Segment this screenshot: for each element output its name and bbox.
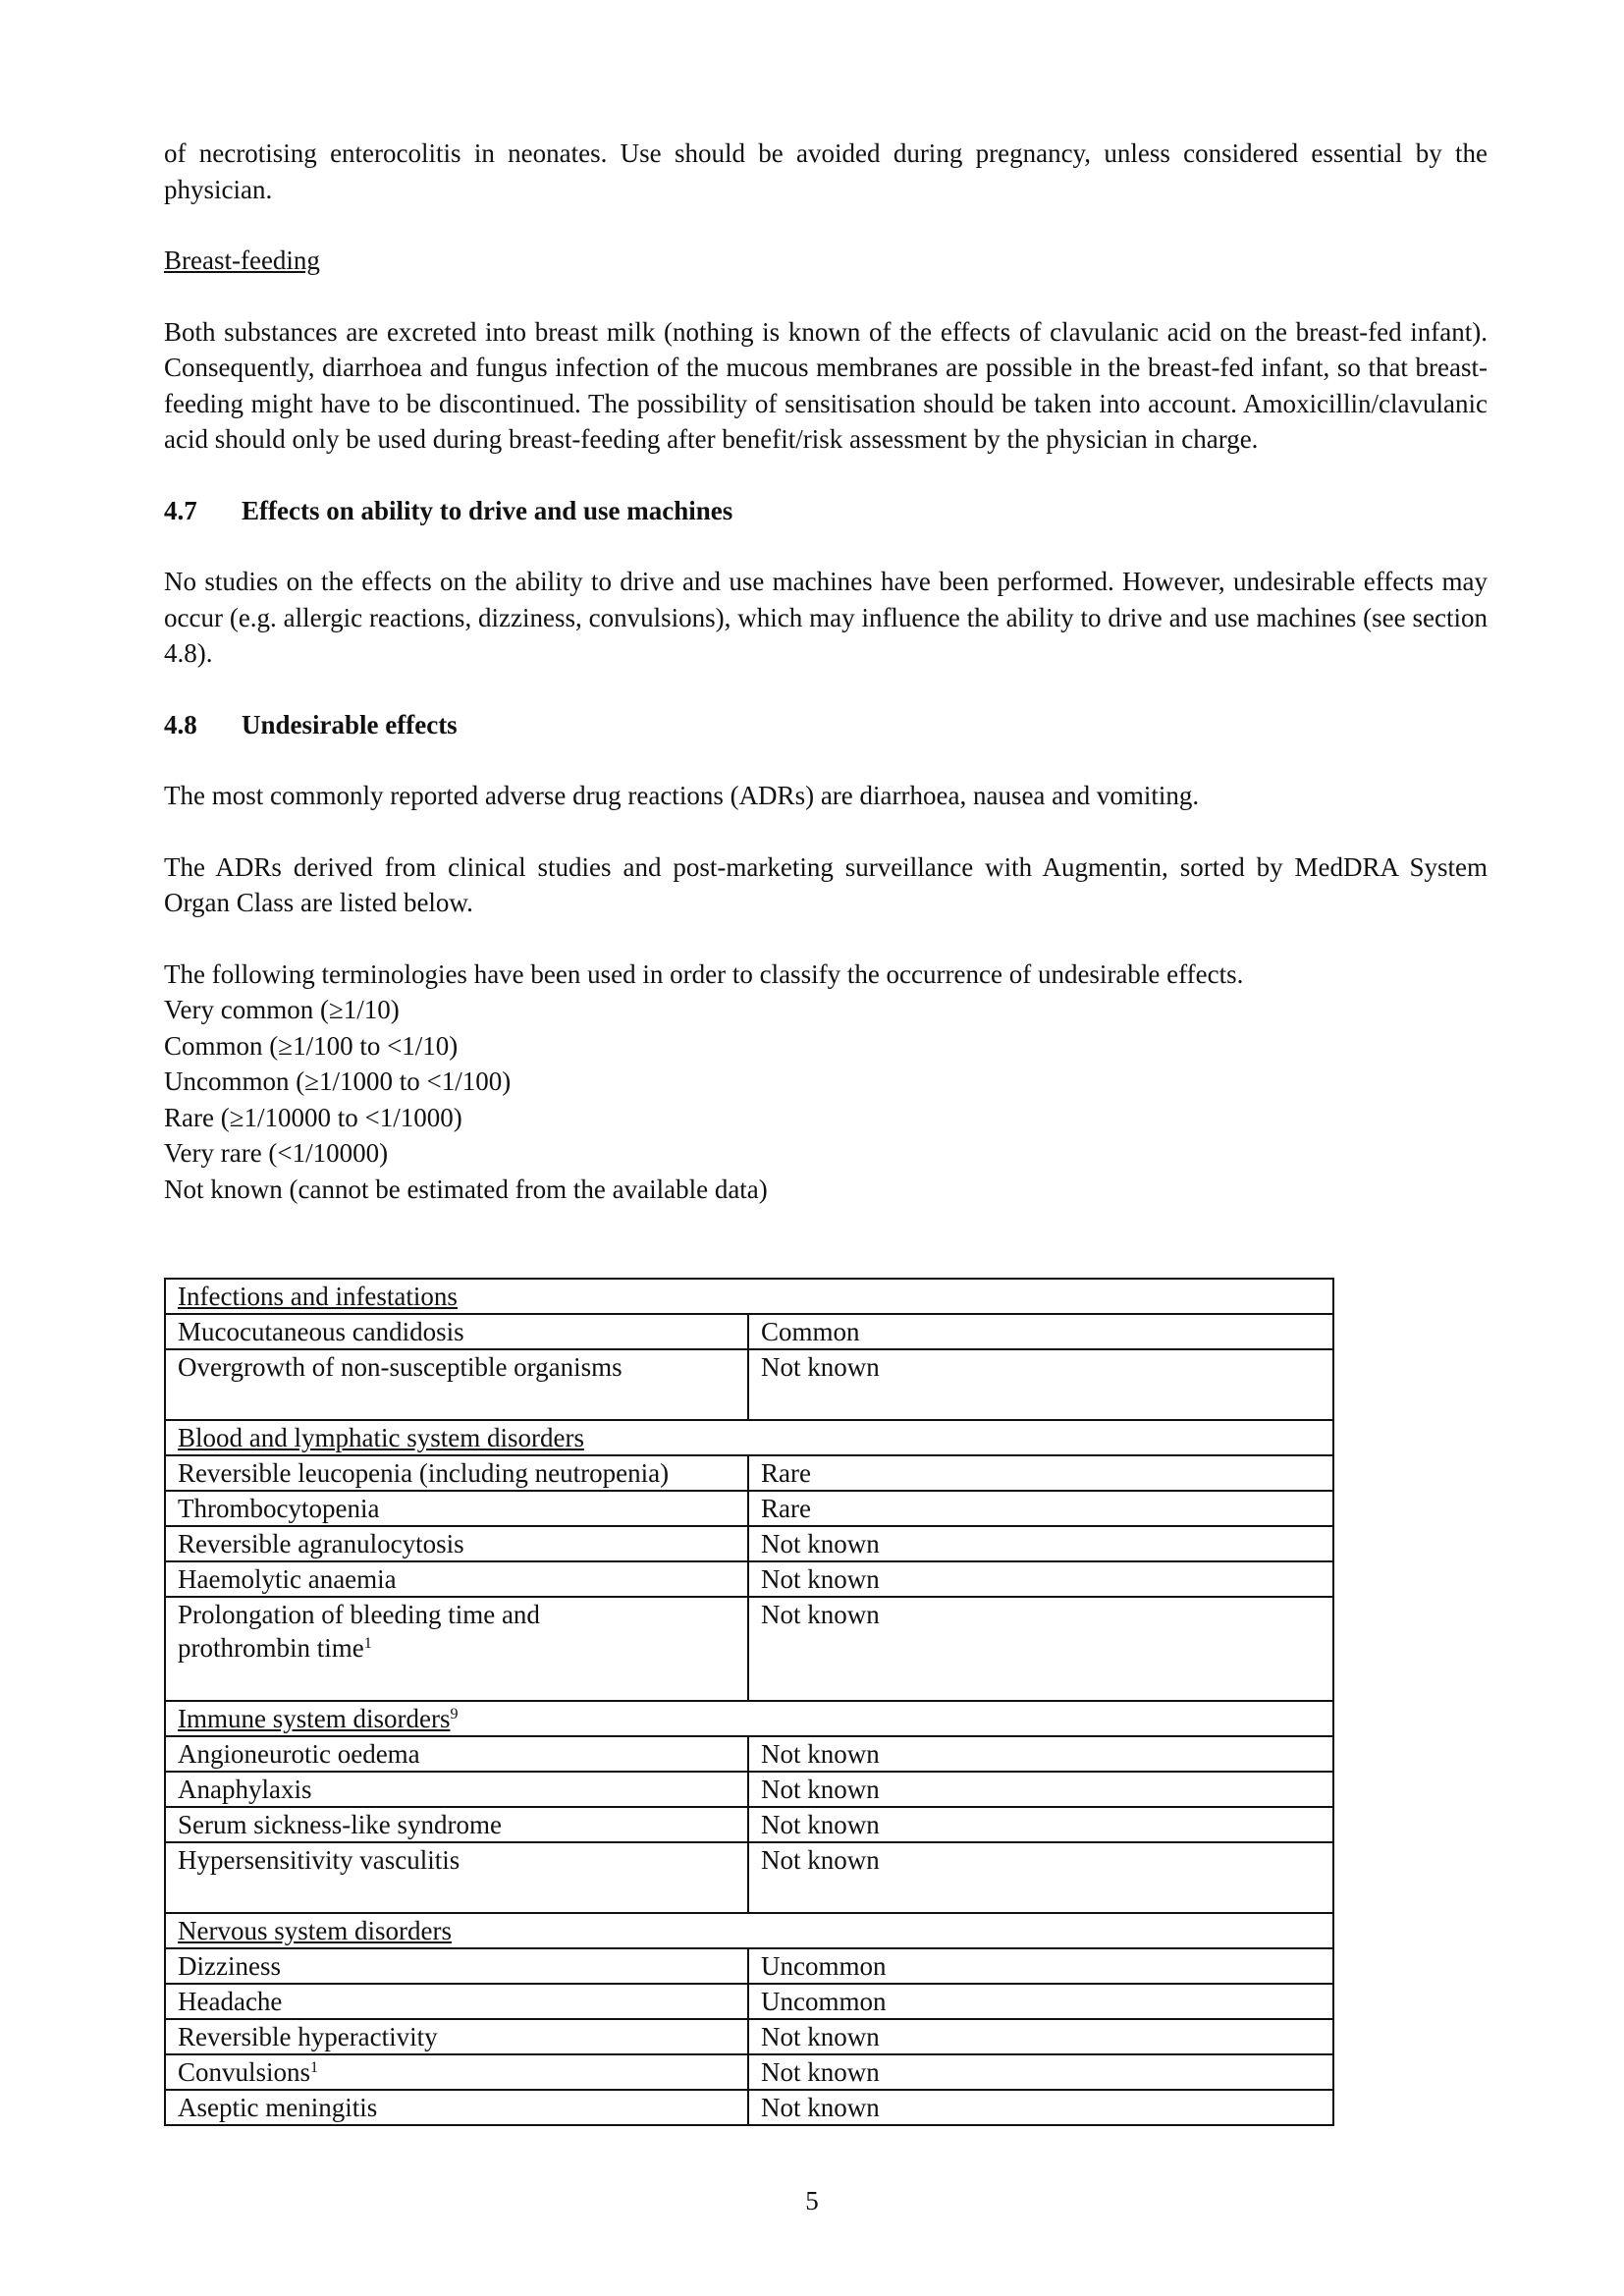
frequency-cell: Uncommon xyxy=(748,1948,1333,1984)
table-row xyxy=(165,1701,1333,1736)
footnote-marker: 9 xyxy=(450,1706,459,1722)
section-4-7-number: 4.7 xyxy=(164,495,197,525)
effect-cell: Thrombocytopenia xyxy=(165,1491,748,1526)
section-4-8-number: 4.8 xyxy=(164,709,197,739)
frequency-cell: Rare xyxy=(748,1491,1333,1526)
effect-cell: Reversible hyperactivity xyxy=(165,2019,748,2054)
breastfeeding-paragraph: Both substances are excreted into breast milk (nothing is known of the effects of clavulanic acid on the breast-fed infant). Consequently, diarrhoea and fungus infection of the mucous membranes are possible in the breast-fed infant, so that breast-feeding might have to be discontinued. The possibility of sensitisation should be taken into account. Amoxicillin/clavulanic acid should only be used during breast-feeding after benefit/risk assessment by the physician in charge. xyxy=(164,316,1488,454)
table-row xyxy=(165,1913,1333,1948)
frequency-cell: Not known xyxy=(748,1807,1333,1842)
effect-cell: Hypersensitivity vasculitis xyxy=(165,1842,748,1913)
section-4-8-paragraph-2: The ADRs derived from clinical studies and post-marketing surveillance with Augmentin, sorted by MedDRA System Organ Class are listed below. xyxy=(164,851,1488,917)
term-very-rare: Very rare (<1/10000) xyxy=(164,1138,389,1168)
frequency-cell: Not known xyxy=(748,1561,1333,1597)
term-rare: Rare (≥1/10000 to <1/1000) xyxy=(164,1102,462,1132)
frequency-cell: Uncommon xyxy=(748,1984,1333,2019)
frequency-cell: Not known xyxy=(748,1526,1333,1561)
table-row xyxy=(165,2019,1333,2054)
page-number: 5 xyxy=(805,2186,819,2215)
table-row xyxy=(165,1597,1333,1701)
category-header-nervous: Nervous system disorders xyxy=(165,1913,1333,1948)
frequency-cell: Not known xyxy=(748,1736,1333,1772)
table-row xyxy=(165,1561,1333,1597)
category-header-infections: Infections and infestations xyxy=(165,1279,1333,1314)
effect-cell: Reversible agranulocytosis xyxy=(165,1526,748,1561)
term-very-common: Very common (≥1/10) xyxy=(164,995,400,1024)
footnote-marker: 1 xyxy=(310,2059,319,2076)
frequency-cell: Not known xyxy=(748,1842,1333,1913)
table-row xyxy=(165,1314,1333,1349)
footnote-marker: 1 xyxy=(363,1635,372,1652)
breastfeeding-heading: Breast-feeding xyxy=(164,246,320,275)
effect-cell: Headache xyxy=(165,1984,748,2019)
frequency-cell: Not known xyxy=(748,2019,1333,2054)
adverse-effects-table xyxy=(164,1278,1334,2126)
table-row xyxy=(165,1772,1333,1807)
section-4-8-paragraph-1: The most commonly reported adverse drug reactions (ADRs) are diarrhoea, nausea and vomiting. xyxy=(164,781,1200,810)
section-4-7-paragraph: No studies on the effects on the ability to drive and use machines have been performed. However, undesirable effects may occur (e.g. allergic reactions, dizziness, convulsions), which may influence the ability to drive and use machines (see section 4.8). xyxy=(164,567,1488,668)
effect-cell: Anaphylaxis xyxy=(165,1772,748,1807)
document-page xyxy=(164,136,1488,1207)
section-4-8-title: Undesirable effects xyxy=(242,709,458,739)
effect-cell: Convulsions$^1$ xyxy=(165,2054,748,2090)
category-header-immune: Immune system disorders$^9$ xyxy=(165,1701,1333,1736)
table-row xyxy=(165,1842,1333,1913)
effect-cell: Overgrowth of non-susceptible organisms xyxy=(165,1349,748,1420)
effect-cell: Mucocutaneous candidosis xyxy=(165,1314,748,1349)
table-row xyxy=(165,2090,1333,2125)
frequency-cell: Not known xyxy=(748,1597,1333,1701)
terms-intro: The following terminologies have been used in order to classify the occurrence of undesirable effects. xyxy=(164,958,1244,989)
section-4-7-title: Effects on ability to drive and use machines xyxy=(242,495,733,525)
table-row xyxy=(165,1984,1333,2019)
effect-cell: Aseptic meningitis xyxy=(165,2090,748,2125)
effect-cell: Haemolytic anaemia xyxy=(165,1561,748,1597)
frequency-cell: Not known xyxy=(748,2090,1333,2125)
effect-cell: Dizziness xyxy=(165,1948,748,1984)
category-header-blood: Blood and lymphatic system disorders xyxy=(165,1420,1333,1455)
term-common: Common (≥1/100 to <1/10) xyxy=(164,1030,459,1061)
effect-cell: Reversible leucopenia (including neutropenia) xyxy=(165,1455,748,1491)
table-row xyxy=(165,1526,1333,1561)
table-row xyxy=(165,1279,1333,1314)
intro-paragraph: of necrotising enterocolitis in neonates. Use should be avoided during pregnancy, unless considered essential by the physician. xyxy=(164,138,1488,204)
frequency-cell: Not known xyxy=(748,1772,1333,1807)
table-row xyxy=(165,1420,1333,1455)
frequency-cell: Not known xyxy=(748,1349,1333,1420)
frequency-cell: Rare xyxy=(748,1455,1333,1491)
table-row xyxy=(165,1807,1333,1842)
section-4-8-heading xyxy=(164,707,1488,743)
term-not-known: Not known (cannot be estimated from the available data) xyxy=(164,1174,768,1204)
section-4-7-heading xyxy=(164,493,1488,529)
frequency-cell: Not known xyxy=(748,2054,1333,2090)
table-row xyxy=(165,1948,1333,1984)
effect-cell: Angioneurotic oedema xyxy=(165,1736,748,1772)
table-row xyxy=(165,1491,1333,1526)
table-row xyxy=(165,1349,1333,1420)
term-uncommon: Uncommon (≥1/1000 to <1/100) xyxy=(164,1066,512,1096)
effect-cell: Prolongation of bleeding time and prothrombin time$^1$ xyxy=(165,1597,748,1701)
table-row xyxy=(165,1455,1333,1491)
effect-cell: Serum sickness-like syndrome xyxy=(165,1807,748,1842)
table-row xyxy=(165,2054,1333,2090)
table-row xyxy=(165,1736,1333,1772)
frequency-cell: Common xyxy=(748,1314,1333,1349)
